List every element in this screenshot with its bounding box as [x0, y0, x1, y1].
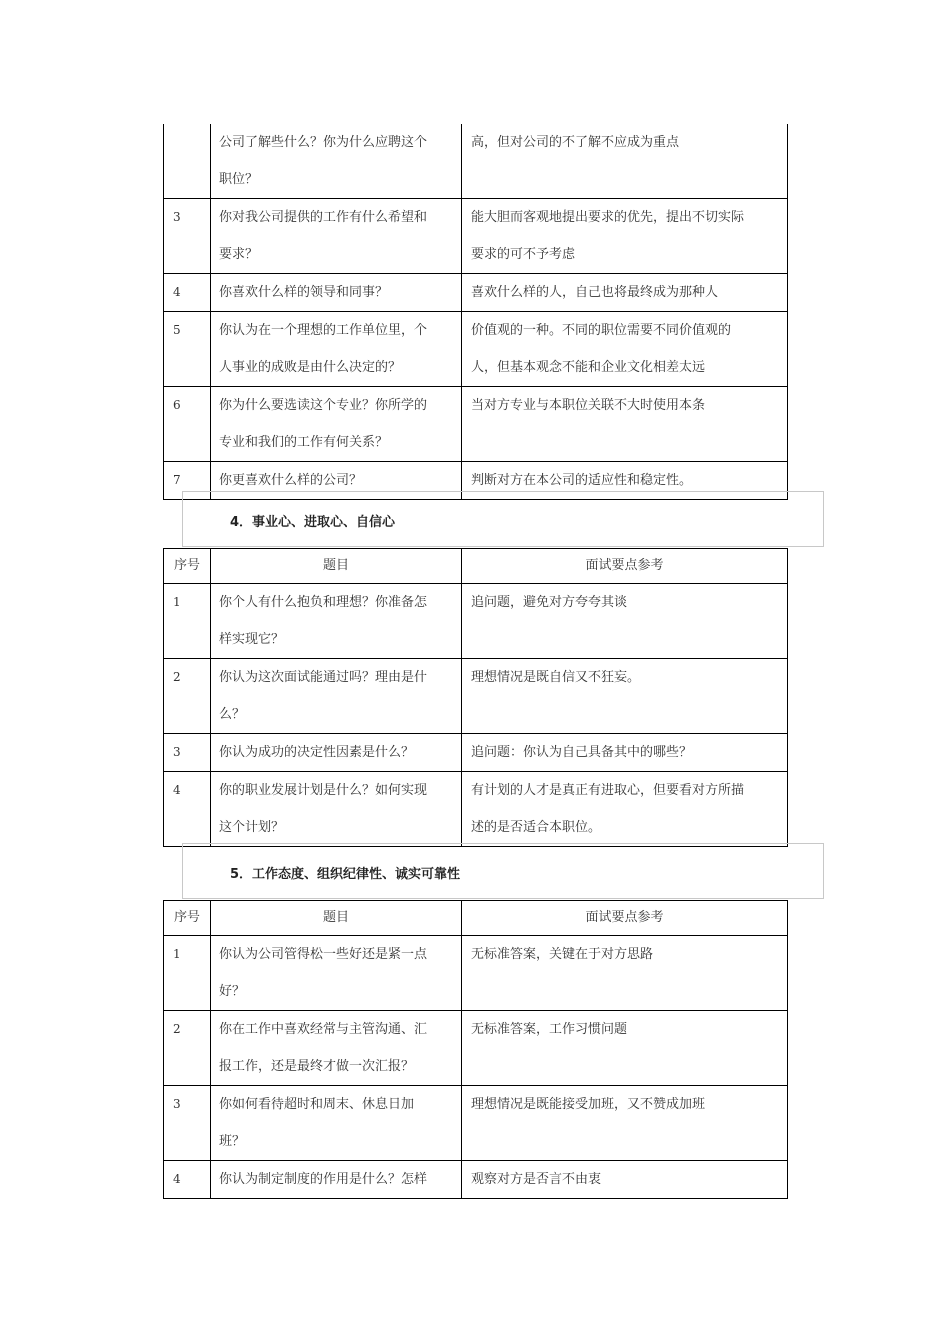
section-heading-5: [182, 843, 824, 899]
question-line: 你对我公司提供的工作有什么希望和: [219, 210, 428, 225]
row-number: 2: [164, 1011, 211, 1086]
question-line: 人事业的成败是由什么决定的？: [219, 360, 402, 375]
question-line: 你为什么要选读这个专业？你所学的: [219, 398, 428, 413]
header-question: 题目: [211, 549, 462, 584]
table-row: [164, 1161, 788, 1199]
question-cell: [211, 734, 462, 772]
row-number: 1: [164, 936, 211, 1011]
section-title: 5．工作态度、组织纪律性、诚实可靠性: [230, 867, 461, 882]
interview-table-section-4: [163, 548, 788, 847]
question-cell: [211, 124, 462, 199]
section-title: 4．事业心、进取心、自信心: [230, 515, 396, 530]
question-cell: [211, 1086, 462, 1161]
row-number: 3: [164, 1086, 211, 1161]
table-row: [164, 1086, 788, 1161]
answer-line: 当对方专业与本职位关联不大时使用本条: [471, 398, 706, 413]
row-number: 5: [164, 312, 211, 387]
row-number: 3: [164, 199, 211, 274]
table-row: [164, 1011, 788, 1086]
table-row: [164, 734, 788, 772]
table-row: [164, 312, 788, 387]
answer-line: 无标准答案，工作习惯问题: [471, 1022, 628, 1037]
question-line: 好？: [219, 984, 246, 999]
table-row: [164, 936, 788, 1011]
table-row: [164, 772, 788, 847]
question-line: 你个人有什么抱负和理想？你准备怎: [219, 595, 428, 610]
answer-line: [471, 424, 787, 461]
question-line: 么？: [219, 707, 246, 722]
table-row: [164, 124, 788, 199]
question-cell: [211, 584, 462, 659]
answer-line: 无标准答案，关键在于对方思路: [471, 947, 654, 962]
header-answer: 面试要点参考: [462, 549, 788, 584]
answer-cell: [462, 659, 788, 734]
question-line: 你认为这次面试能通过吗？理由是什: [219, 670, 428, 685]
table-header-row: [164, 549, 788, 584]
answer-line: 述的是否适合本职位。: [471, 820, 602, 835]
header-number: 序号: [164, 901, 211, 936]
answer-line: 高，但对公司的不了解不应成为重点: [471, 135, 680, 150]
question-line: 你喜欢什么样的领导和同事？: [219, 285, 389, 300]
question-cell: [211, 659, 462, 734]
table-row: [164, 659, 788, 734]
answer-line: 判断对方在本公司的适应性和稳定性。: [471, 473, 693, 488]
question-line: 专业和我们的工作有何关系？: [219, 435, 389, 450]
answer-line: 人，但基本观念不能和企业文化相差太远: [471, 360, 706, 375]
answer-cell: [462, 1011, 788, 1086]
question-line: 你的职业发展计划是什么？如何实现: [219, 783, 428, 798]
answer-cell: [462, 274, 788, 312]
question-cell: [211, 274, 462, 312]
question-cell: [211, 936, 462, 1011]
answer-cell: [462, 936, 788, 1011]
question-line: 你认为成功的决定性因素是什么？: [219, 745, 415, 760]
answer-line: 能大胆而客观地提出要求的优先，提出不切实际: [471, 210, 745, 225]
header-answer: 面试要点参考: [462, 901, 788, 936]
question-line: 你认为公司管得松一些好还是紧一点: [219, 947, 428, 962]
answer-line: 追问题，避免对方夸夸其谈: [471, 595, 628, 610]
table-row: [164, 274, 788, 312]
answer-cell: [462, 1161, 788, 1199]
row-number: 3: [164, 734, 211, 772]
header-number: 序号: [164, 549, 211, 584]
answer-line: [471, 161, 787, 198]
question-line: 你如何看待超时和周末、休息日加: [219, 1097, 415, 1112]
question-line: 报工作，还是最终才做一次汇报？: [219, 1059, 415, 1074]
question-cell: [211, 312, 462, 387]
answer-cell: [462, 772, 788, 847]
row-number: 4: [164, 1161, 211, 1199]
row-number: 2: [164, 659, 211, 734]
answer-line: 理想情况是既能接受加班，又不赞成加班: [471, 1097, 706, 1112]
answer-cell: [462, 124, 788, 199]
question-line: 你在工作中喜欢经常与主管沟通、汇: [219, 1022, 428, 1037]
question-line: 你认为在一个理想的工作单位里，个: [219, 323, 428, 338]
interview-table-section-3: [163, 124, 788, 500]
question-line: 职位？: [219, 172, 259, 187]
answer-line: 有计划的人才是真正有进取心，但要看对方所描: [471, 783, 745, 798]
answer-cell: [462, 1086, 788, 1161]
answer-line: 观察对方是否言不由衷: [471, 1172, 602, 1187]
row-number: 7: [164, 462, 211, 500]
interview-table-section-5: [163, 900, 788, 1199]
question-line: 样实现它？: [219, 632, 285, 647]
table-row: [164, 387, 788, 462]
row-number: 4: [164, 772, 211, 847]
question-cell: [211, 772, 462, 847]
question-cell: [211, 1161, 462, 1199]
header-question: 题目: [211, 901, 462, 936]
row-number: 6: [164, 387, 211, 462]
table-header-row: [164, 901, 788, 936]
section-heading-4: [182, 491, 824, 547]
question-line: 你更喜欢什么样的公司？: [219, 473, 363, 488]
answer-cell: [462, 734, 788, 772]
answer-cell: [462, 584, 788, 659]
row-number: [164, 124, 211, 199]
question-line: 要求？: [219, 247, 259, 262]
question-cell: [211, 1011, 462, 1086]
answer-line: 追问题：你认为自己具备其中的哪些？: [471, 745, 693, 760]
answer-line: 要求的可不予考虑: [471, 247, 576, 262]
question-line: 这个计划？: [219, 820, 285, 835]
row-number: 4: [164, 274, 211, 312]
question-line: 公司了解些什么？你为什么应聘这个: [219, 135, 428, 150]
answer-line: 理想情况是既自信又不狂妄。: [471, 670, 641, 685]
table-row: [164, 584, 788, 659]
question-line: 你认为制定制度的作用是什么？怎样: [219, 1172, 428, 1187]
question-cell: [211, 199, 462, 274]
row-number: 1: [164, 584, 211, 659]
answer-cell: [462, 312, 788, 387]
answer-cell: [462, 199, 788, 274]
answer-line: 喜欢什么样的人，自己也将最终成为那种人: [471, 285, 719, 300]
question-line: 班？: [219, 1134, 246, 1149]
answer-cell: [462, 387, 788, 462]
question-cell: [211, 387, 462, 462]
answer-line: 价值观的一种。不同的职位需要不同价值观的: [471, 323, 732, 338]
table-row: [164, 199, 788, 274]
